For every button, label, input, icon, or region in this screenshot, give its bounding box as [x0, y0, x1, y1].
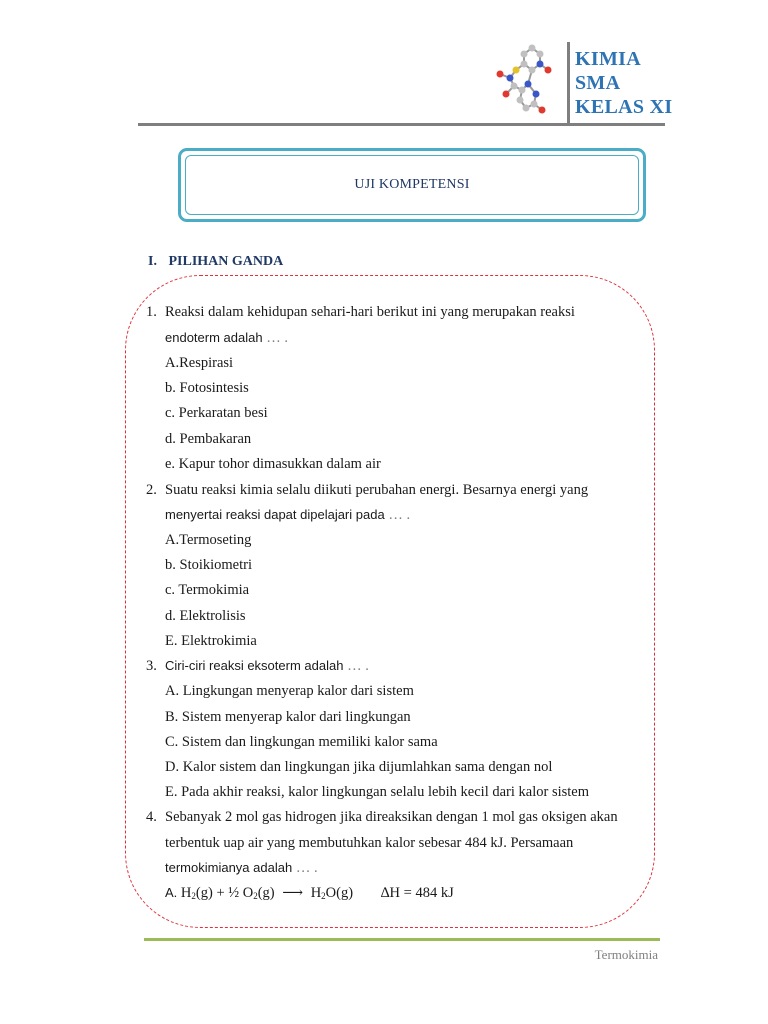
question-1-option-a: A.Respirasi: [165, 355, 234, 371]
header-divider-vertical: [567, 42, 570, 124]
question-2-line-2: [165, 506, 410, 524]
reaction-arrow-icon: ⟶: [282, 885, 304, 901]
question-4-line-1: Sebanyak 2 mol gas hidrogen jika direaksikan dengan 1 mol gas oksigen akan: [165, 809, 618, 825]
question-1-option-e: e. Kapur tohor dimasukkan dalam air: [165, 456, 381, 472]
question-2-line-1: Suatu reaksi kimia selalu diikuti perubahan energi. Besarnya energi yang: [165, 482, 589, 498]
question-3-option-a: A. Lingkungan menyerap kalor dari sistem: [165, 683, 414, 699]
header-title: [575, 47, 672, 119]
question-1-line-1: Reaksi dalam kehidupan sehari-hari berikut ini yang merupakan reaksi: [165, 304, 575, 320]
questions-dashed-frame: [125, 275, 655, 928]
question-3-option-d: D. Kalor sistem dan lingkungan jika dijumlahkan sama dengan nol: [165, 759, 553, 775]
header-title-line-1: KIMIA: [575, 48, 641, 70]
footer-text: Termokimia: [594, 947, 658, 962]
question-4-option-a-label: A.: [165, 885, 178, 900]
section-number: I.: [148, 254, 157, 269]
question-2-number: 2.: [146, 482, 157, 498]
question-2-ellipsis: … .: [388, 507, 411, 523]
question-2-option-b: b. Stoikiometri: [165, 557, 252, 573]
question-4-line-3: [165, 859, 318, 877]
question-1-line-2-text: endoterm adalah: [165, 330, 263, 345]
question-4-line-3-text: termokimianya adalah: [165, 860, 293, 875]
section-title: PILIHAN GANDA: [168, 254, 284, 269]
title-box-text: UJI KOMPETENSI: [354, 177, 470, 192]
question-3-option-e: E. Pada akhir reaksi, kalor lingkungan selalu lebih kecil dari kalor sistem: [165, 784, 590, 800]
question-1-number: 1.: [146, 304, 157, 320]
question-3-line-1-text: Ciri-ciri reaksi eksoterm adalah: [165, 658, 344, 673]
question-3-option-b: B. Sistem menyerap kalor dari lingkungan: [165, 709, 411, 725]
question-1-option-d: d. Pembakaran: [165, 431, 252, 447]
header-divider-horizontal: [138, 123, 665, 126]
section-heading: [148, 254, 283, 270]
question-4-ellipsis: … .: [295, 860, 318, 876]
question-2-option-a: A.Termoseting: [165, 532, 252, 548]
footer-divider: [144, 938, 660, 941]
header-title-line-2: SMA: [575, 72, 621, 94]
equation-h: H: [180, 885, 192, 901]
equation-o-subscript: 2: [253, 891, 258, 901]
equation-h-subscript: 2: [191, 891, 196, 901]
question-1-option-c: c. Perkaratan besi: [165, 405, 268, 421]
question-2-option-c: c. Termokimia: [165, 582, 250, 598]
equation-product-rest: O(g): [325, 885, 354, 901]
equation-h-state: (g) + ½ O: [195, 885, 254, 901]
question-2-line-2-text: menyertai reaksi dapat dipelajari pada: [165, 507, 385, 522]
question-4-option-a: [165, 884, 454, 905]
title-box: [178, 148, 646, 222]
title-box-inner: [185, 155, 639, 215]
question-3-line-1: [165, 657, 369, 675]
equation-product-h: H: [310, 885, 322, 901]
question-4-number: 4.: [146, 809, 157, 825]
header-title-line-3: KELAS XI: [575, 96, 673, 118]
question-2-option-e: E. Elektrokimia: [165, 633, 257, 649]
question-3-number: 3.: [146, 658, 157, 674]
question-1-line-2: [165, 329, 288, 347]
question-4-line-2: terbentuk uap air yang membutuhkan kalor sebesar 484 kJ. Persamaan: [165, 835, 574, 851]
equation-product-subscript: 2: [321, 891, 326, 901]
question-1-ellipsis: … .: [266, 330, 288, 346]
question-1-option-b: b. Fotosintesis: [165, 380, 249, 396]
molecule-model-icon: [492, 40, 556, 116]
question-2-option-d: d. Elektrolisis: [165, 608, 246, 624]
equation-delta-h: ∆H = 484 kJ: [380, 885, 454, 901]
equation-o-state: (g): [257, 885, 275, 901]
question-3-ellipsis: … .: [347, 658, 369, 674]
question-3-option-c: C. Sistem dan lingkungan memiliki kalor sama: [165, 734, 438, 750]
